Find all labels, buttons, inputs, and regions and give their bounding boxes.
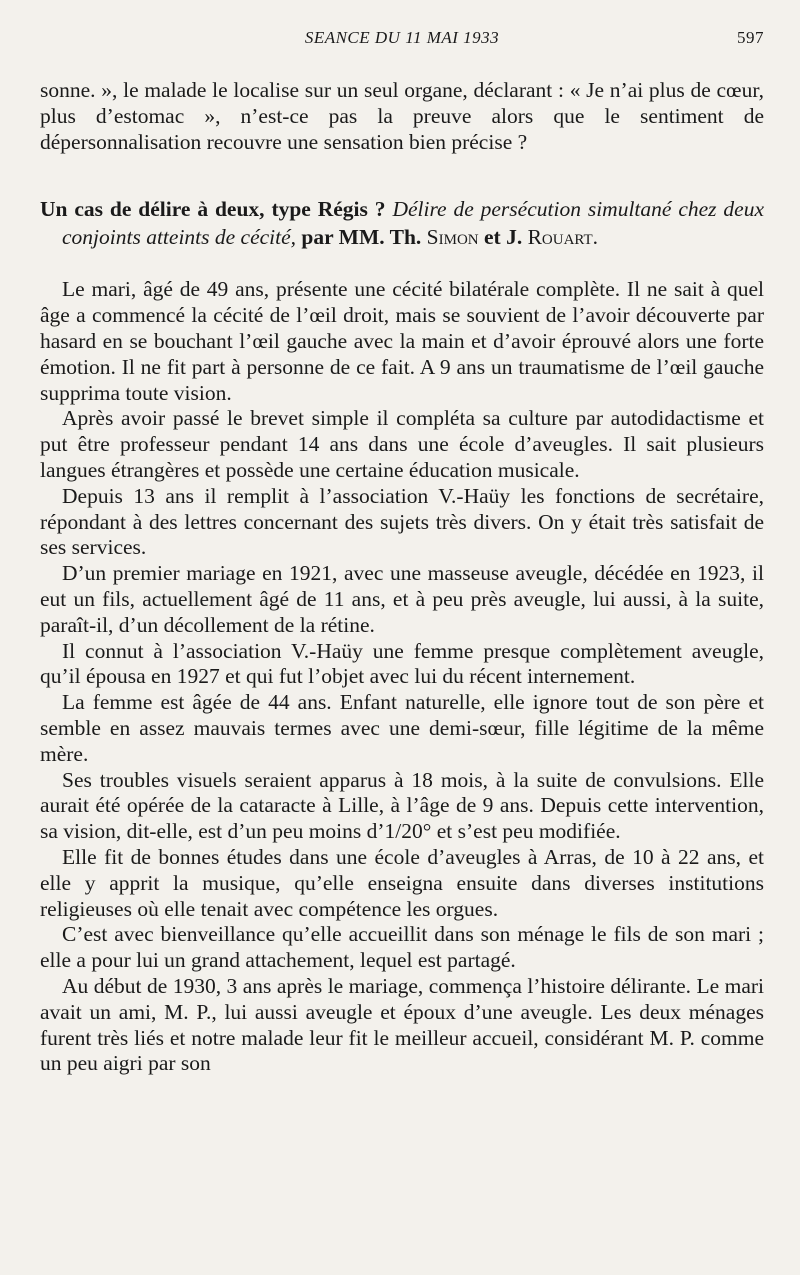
article-subtitle: Délire de persécution simultané chez deux conjoints atteints de cécité,: [62, 197, 764, 250]
running-header: [40, 28, 764, 56]
body-paragraph: Elle fit de bonnes études dans une école d’aveugles à Arras, de 10 à 22 ans, et elle y apprit la musique, qu’elle enseigna ensuite dans diverses institutions religieuses où elle tenait avec compétence les orgues.: [40, 844, 764, 921]
body-paragraph: C’est avec bienveillance qu’elle accueillit dans son ménage le fils de son mari ; elle a pour lui un grand attachement, lequel est partagé.: [40, 922, 764, 973]
body-paragraph: La femme est âgée de 44 ans. Enfant naturelle, elle ignore tout de son père et semble en assez mauvais termes avec une demi-sœur, fille légitime de la même mère.: [40, 690, 764, 766]
running-title: SEANCE DU 11 MAI 1933: [304, 28, 500, 47]
body-paragraph: Au début de 1930, 3 ans après le mariage, commença l’histoire délirante. Le mari avait un ami, M. P., lui aussi aveugle et époux d’une aveugle. Les deux ménages furent très liés et notre malade leur fit le meilleur accueil, considérant M. P. comme un peu aigri par son: [40, 973, 764, 1076]
page-number: 597: [737, 28, 764, 47]
body-paragraph: Depuis 13 ans il remplit à l’association V.-Haüy les fonctions de secrétaire, répondant à des lettres concernant des sujets très divers. On y était très satisfait de ses services.: [40, 483, 764, 560]
author-rouart: Rouart.: [527, 225, 599, 250]
authors-conjunction: et J.: [484, 225, 523, 250]
article-body: [40, 277, 764, 1077]
article-heading: [40, 195, 764, 251]
body-paragraph: Après avoir passé le brevet simple il compléta sa culture par autodidactisme et put être professeur pendant 14 ans dans une école d’aveugles. Il sait plusieurs langues étrangères et possède une certaine éducation musicale.: [40, 406, 764, 482]
author-simon: Simon: [426, 225, 479, 250]
authors-lead: par MM. Th.: [301, 225, 422, 250]
body-paragraph: Ses troubles visuels seraient apparus à 18 mois, à la suite de convulsions. Elle aurait été opérée de la cataracte à Lille, à l’âge de 9 ans. Depuis cette intervention, sa vision, dit-elle, est d’un peu moins d’1/20° et s’est peu modifiée.: [40, 767, 764, 844]
article-title: Un cas de délire à deux, type Régis ?: [40, 197, 386, 222]
body-paragraph: D’un premier mariage en 1921, avec une masseuse aveugle, décédée en 1923, il eut un fils, actuellement âgé de 11 ans, et à peu près aveugle, lui aussi, à la suite, paraît-il, d’un décollement de la rétine.: [40, 561, 764, 637]
opening-paragraph: sonne. », le malade le localise sur un seul organe, déclarant : « Je n’ai plus de cœur, plus d’estomac », n’est-ce pas la preuve alors que le sentiment de dépersonnalisation recouvre une sensation bien précise ?: [40, 78, 764, 154]
body-paragraph: Il connut à l’association V.-Haüy une femme presque complètement aveugle, qu’il épousa en 1927 et qui fut l’objet avec lui du récent internement.: [40, 638, 764, 689]
body-paragraph: Le mari, âgé de 49 ans, présente une cécité bilatérale complète. Il ne sait à quel âge a commencé la cécité de l’œil droit, mais se souvient de l’avoir découverte par hasard en se bouchant l’œil gauche avec la main et d’avoir éprouvé alors une forte émotion. Il ne fit part à personne de ce fait. A 9 ans un traumatisme de l’œil gauche supprima toute vision.: [40, 277, 764, 405]
